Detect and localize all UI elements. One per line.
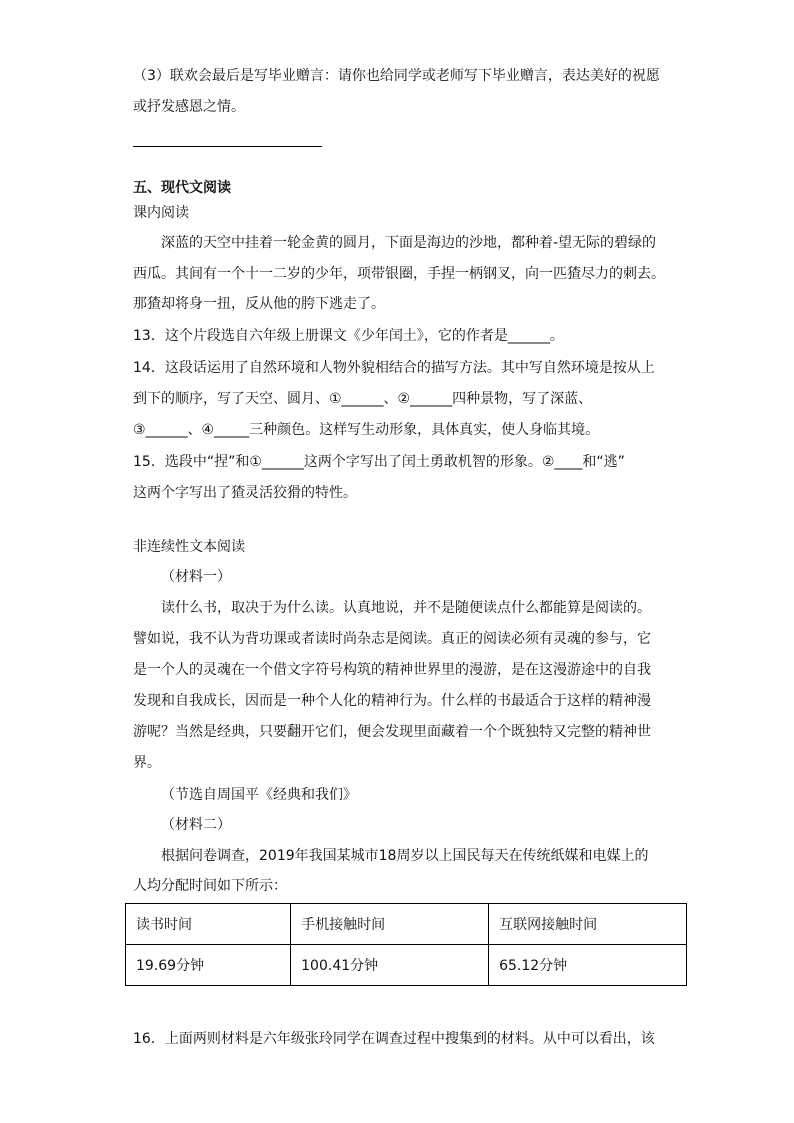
material-2-line-1: 根据问卷调查，2019年我国某城市18周岁以上国民每天在传统纸媒和电媒上的: [161, 848, 649, 864]
material-1-line-3: 是一个人的灵魂在一个借文字符号构筑的精神世界里的漫游，是在这漫游途中的自我: [133, 662, 651, 678]
subsection-nonlinear-reading: 非连续性文本阅读: [133, 539, 245, 555]
table-row: [126, 904, 687, 945]
table-cell: 19.69分钟: [126, 945, 291, 986]
material-1-line-1: 读什么书，取决于为什么读。认真地说，并不是随便读点什么都能算是阅读的。: [161, 600, 651, 616]
question-15-line-1: 15．选段中“捏”和①______这两个字写出了闰土勇敢机智的形象。②____和“逃”: [133, 454, 625, 470]
question-14-line-1: 14．这段话运用了自然环境和人物外貌相结合的描写方法。其中写自然环境是按从上: [133, 360, 655, 376]
material-1-line-6: 界。: [133, 755, 161, 771]
question-16: 16．上面两则材料是六年级张玲同学在调查过程中搜集到的材料。从中可以看出，该: [133, 1031, 655, 1047]
material-2-label: （材料二）: [161, 817, 231, 833]
material-2-line-2: 人均分配时间如下所示：: [133, 878, 287, 894]
table-cell: 65.12分钟: [489, 945, 687, 986]
q3-line-2: 或抒发感恩之情。: [133, 99, 245, 115]
passage-line-2: 西瓜。其间有一个十一二岁的少年，项带银圈，手捏一柄钢叉，向一匹猹尽力的刺去。: [133, 266, 665, 282]
table-cell: 100.41分钟: [291, 945, 489, 986]
q3-line-1: （3）联欢会最后是写毕业赠言：请你也给同学或老师写下毕业赠言，表达美好的祝愿: [133, 68, 660, 84]
table-header-cell: 手机接触时间: [291, 904, 489, 945]
passage-line-3: 那猹却将身一扭，反从他的胯下逃走了。: [133, 296, 385, 312]
answer-underline: [133, 146, 322, 147]
table-header-cell: 互联网接触时间: [489, 904, 687, 945]
question-13: 13．这个片段选自六年级上册课文《少年闰土》，它的作者是______。: [133, 328, 564, 344]
material-1-line-5: 游呢？当然是经典，只要翻开它们，便会发现里面藏着一个个既独特又完整的精神世: [133, 724, 651, 740]
table-row: [126, 945, 687, 986]
material-1-source: （节选自周国平《经典和我们》: [161, 787, 357, 803]
table-header-cell: 读书时间: [126, 904, 291, 945]
material-1-line-4: 发现和自我成长，因而是一种个人化的精神行为。什么样的书最适合于这样的精神漫: [133, 693, 651, 709]
question-14-line-2: 到下的顺序，写了天空、圆月、①______、②______四种景物，写了深蓝、: [133, 391, 593, 407]
material-1-label: （材料一）: [161, 569, 231, 585]
question-15-line-2: 这两个字写出了猹灵活狡猾的特性。: [133, 485, 357, 501]
material-1-line-2: 譬如说，我不认为背功课或者读时尚杂志是阅读。真正的阅读必须有灵魂的参与，它: [133, 631, 651, 647]
subsection-in-class-reading: 课内阅读: [133, 205, 189, 221]
reading-time-table: [125, 903, 687, 986]
question-14-line-3: ③______、④_____三种颜色。这样写生动形象，具体真实，使人身临其境。: [133, 422, 600, 438]
section-title: 五、现代文阅读: [133, 180, 231, 196]
passage-line-1: 深蓝的天空中挂着一轮金黄的圆月，下面是海边的沙地，都种着-望无际的碧绿的: [161, 235, 657, 251]
